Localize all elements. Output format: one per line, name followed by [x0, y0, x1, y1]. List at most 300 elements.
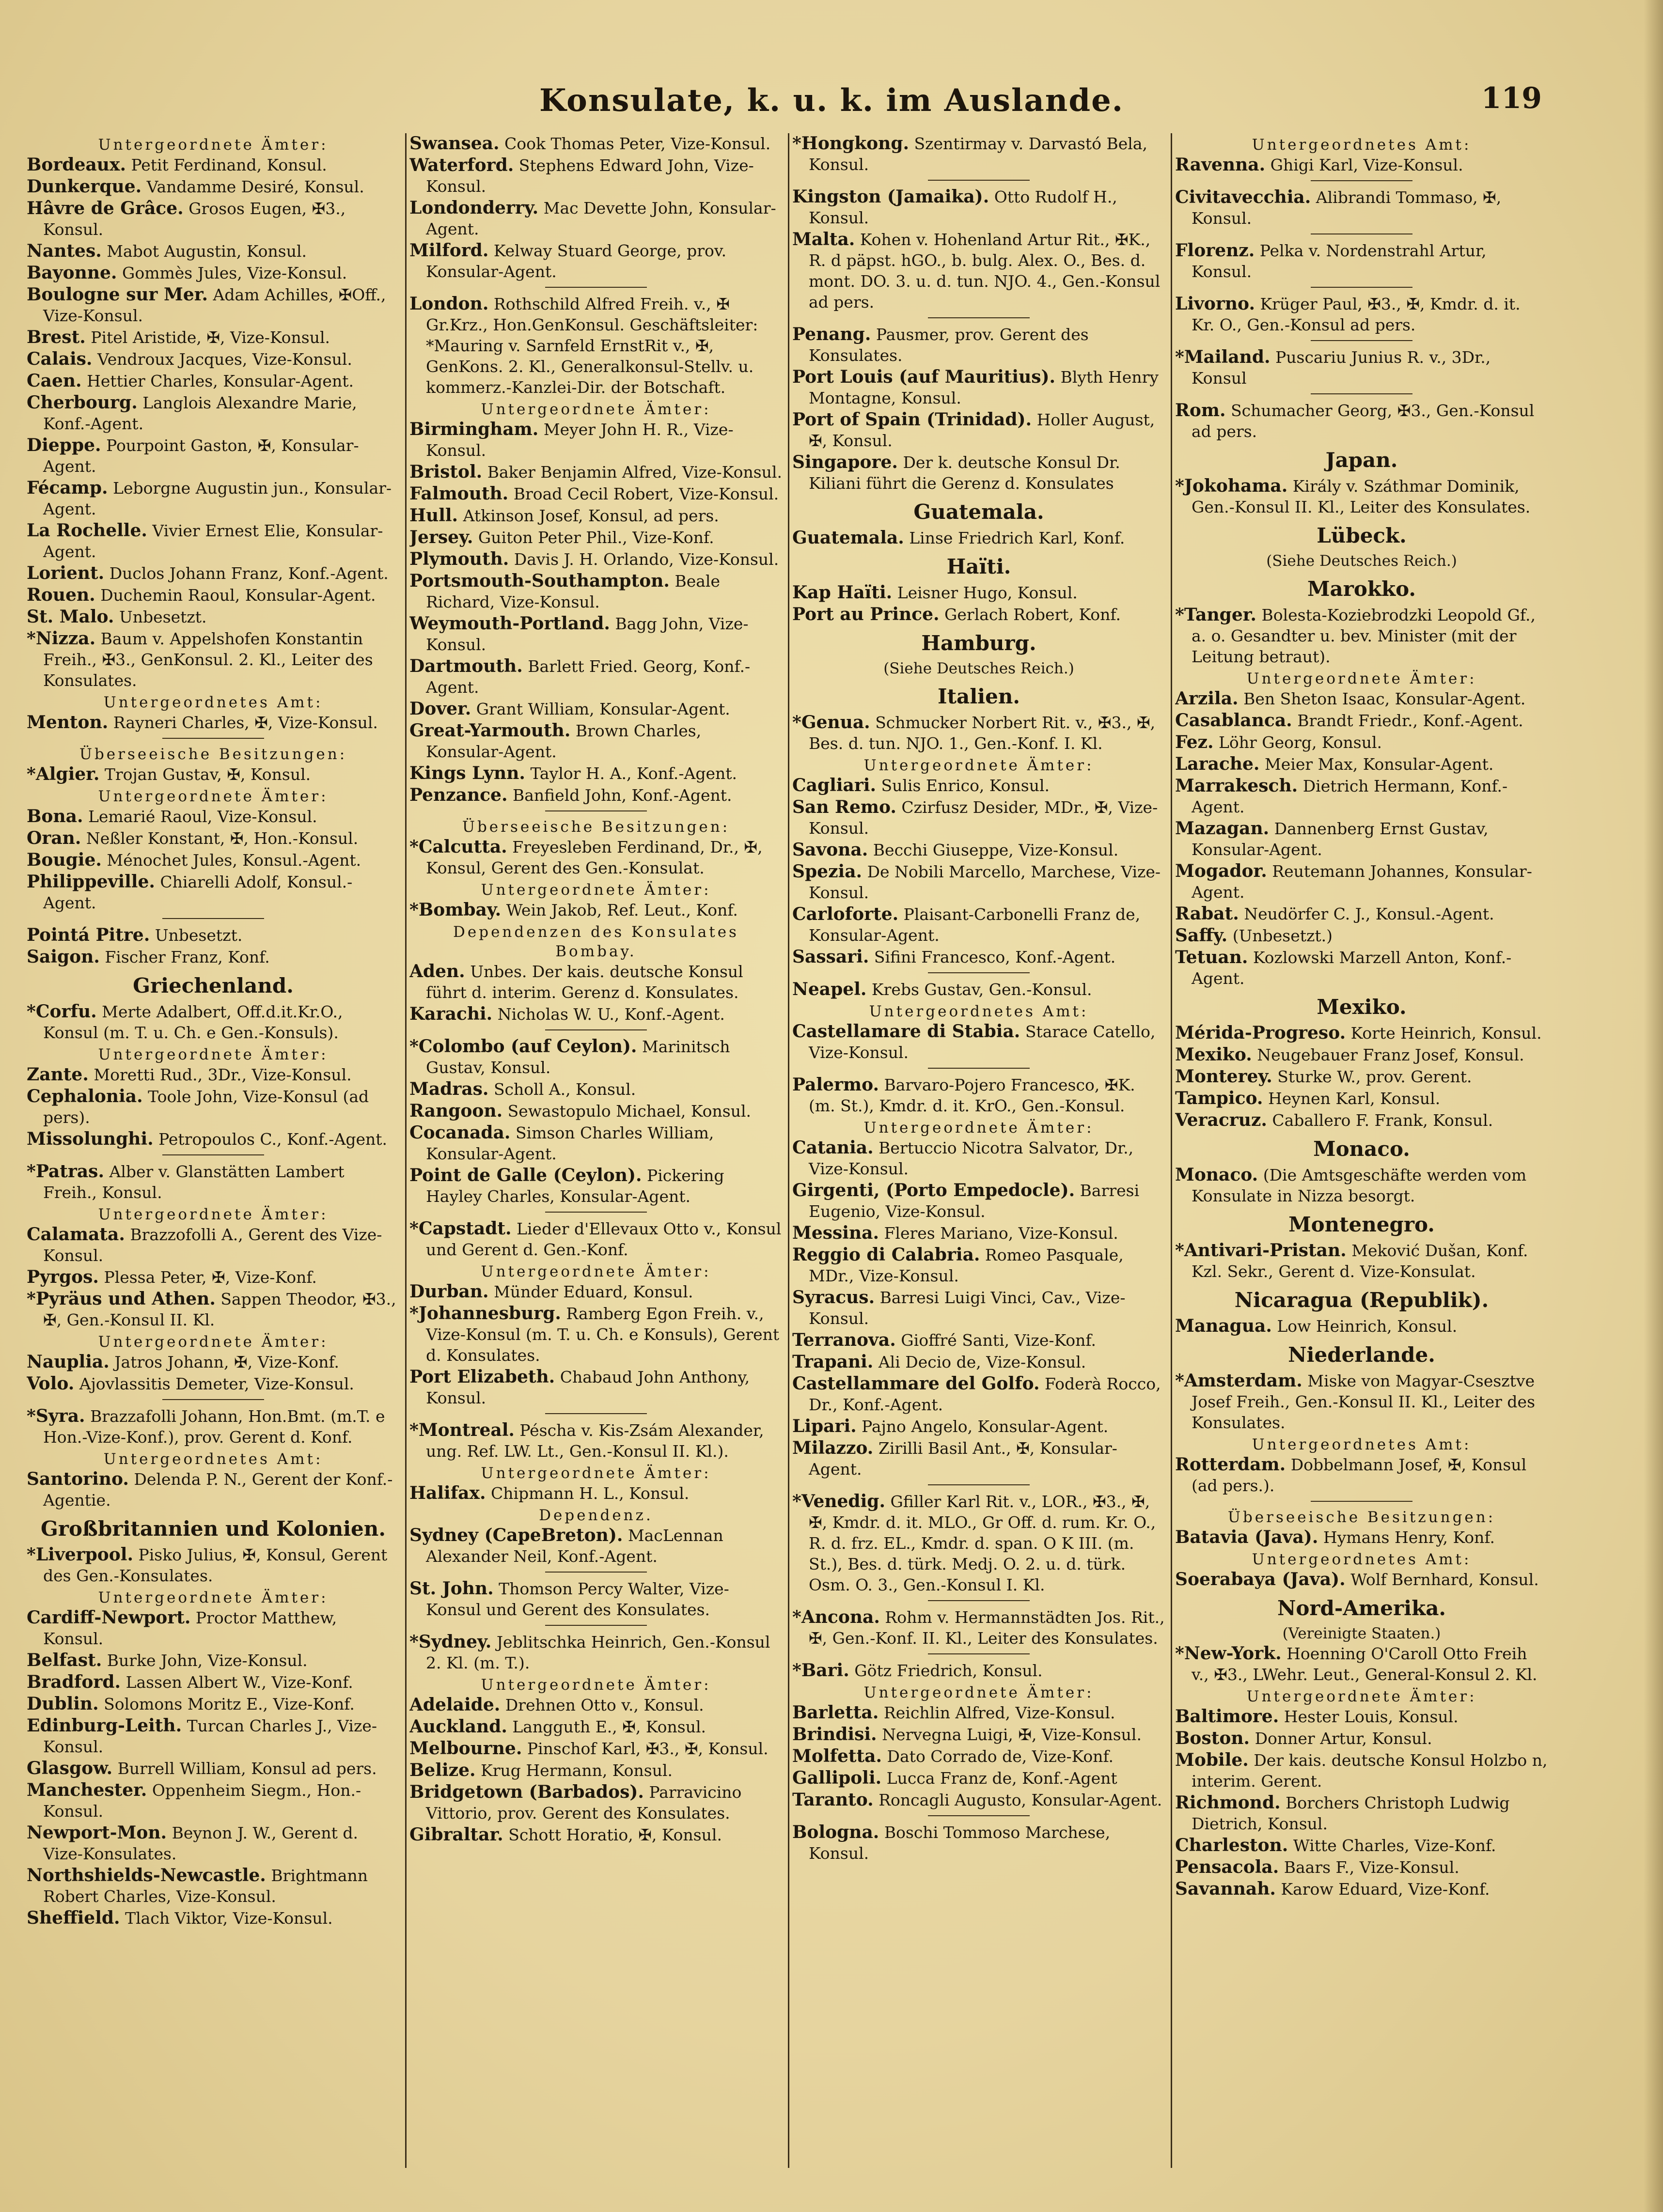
consulate-place: Falmouth. [409, 483, 509, 504]
country-heading: Montenegro. [1288, 1213, 1435, 1236]
consulate-place: Aden. [409, 961, 465, 981]
consulate-place: Batavia (Java). [1175, 1527, 1318, 1547]
consulate-details: Becchi Giuseppe, Vize-Konsul. [873, 841, 1119, 859]
consulate-details: Atkinson Josef, Konsul, ad pers. [463, 506, 719, 525]
consulate-place: Pensacola. [1175, 1857, 1279, 1877]
consulate-place: Weymouth-Portland. [409, 613, 610, 634]
consulate-details: Neßler Konstant, ✠, Hon.-Konsul. [86, 829, 359, 848]
consulate-place: *Syra. [27, 1406, 85, 1426]
consulate-place: Rabat. [1175, 903, 1239, 924]
consulate-details: Lucca Franz de, Konf.-Agent [886, 1769, 1117, 1788]
consulate-details: Brazzafolli Johann, Hon.Bmt. (m.T. e Hon.-Vize-Konf.), prov. Gerent d. Konf. [43, 1407, 385, 1447]
consulate-details: Karow Eduard, Vize-Konf. [1281, 1880, 1490, 1899]
consulate-place: Rom. [1175, 400, 1226, 421]
consulate-place: Monterey. [1175, 1066, 1272, 1087]
consulate-place: Terranova. [792, 1330, 896, 1350]
consulate-place: Cephalonia. [27, 1086, 143, 1106]
consulate-place: Kingston (Jamaika). [792, 187, 989, 207]
section-divider [1311, 287, 1412, 288]
consulate-details: Nervegna Luigi, ✠, Vize-Konsul. [882, 1725, 1142, 1744]
column-3 [792, 133, 1165, 2168]
consulate-place: Tetuan. [1175, 947, 1248, 967]
subsection-heading: Untergeordnete Ämter: [98, 788, 329, 805]
consulate-details: Grosos Eugen, ✠3., Konsul. [43, 199, 346, 239]
consulate-entry [1175, 1088, 1548, 1109]
consulate-place: Zante. [27, 1064, 89, 1085]
consulate-entry [409, 1165, 783, 1207]
consulate-entry [409, 1738, 783, 1759]
section-divider [545, 1572, 647, 1573]
consulate-details: Donner Artur, Konsul. [1255, 1729, 1432, 1748]
consulate-details: Pinschof Karl, ✠3., ✠, Konsul. [527, 1739, 769, 1758]
country-heading: Niederlande. [1288, 1343, 1435, 1367]
country-heading: Haïti. [946, 555, 1011, 578]
consulate-details: Stephens Edward John, Vize-Konsul. [426, 156, 754, 196]
consulate-place: Kings Lynn. [409, 763, 525, 783]
page-title: Konsulate, k. u. k. im Auslande. [539, 82, 1124, 119]
consulate-place: London. [409, 294, 489, 314]
consulate-entry [27, 435, 400, 477]
consulate-place: *Liverpool. [27, 1544, 134, 1565]
consulate-details: Petropoulos C., Konf.-Agent. [158, 1130, 388, 1149]
consulate-entry [792, 1330, 1165, 1351]
consulate-details: Vandamme Desiré, Konsul. [146, 177, 364, 196]
subsection-heading: Untergeordnetes Amt: [1252, 1551, 1472, 1568]
consulate-details: Baars F., Vize-Konsul. [1284, 1858, 1459, 1877]
consulate-place: Penang. [792, 324, 871, 344]
consulate-place: *Ancona. [792, 1607, 880, 1627]
consulate-place: Bridgetown (Barbados). [409, 1782, 644, 1802]
consulate-details: Broad Cecil Robert, Vize-Konsul. [513, 484, 779, 503]
consulate-details: Löhr Georg, Konsul. [1218, 733, 1382, 752]
consulate-entry [1175, 294, 1548, 335]
consulate-place: Missolunghi. [27, 1129, 154, 1149]
section-divider [545, 1625, 647, 1626]
consulate-place: *Johannesburg. [409, 1303, 561, 1324]
subsection-heading: Untergeordnete Ämter: [481, 1263, 711, 1280]
consulate-place: Manchester. [27, 1780, 147, 1800]
subsection-heading: Untergeordnete Ämter: [863, 757, 1094, 774]
consulate-entry [409, 155, 783, 197]
consulate-entry [27, 1001, 400, 1043]
column-4 [1175, 133, 1548, 2168]
consulate-entry [1175, 1316, 1548, 1337]
subsection-heading: Überseeische Besitzungen: [1227, 1509, 1496, 1526]
consulate-entry [792, 1416, 1165, 1437]
consulate-details: Sifini Francesco, Konf.-Agent. [874, 948, 1116, 966]
consulate-entry [1175, 1792, 1548, 1834]
section-divider [545, 810, 647, 811]
consulate-place: Bradford. [27, 1672, 121, 1692]
subsection-heading: Überseeische Besitzungen: [79, 746, 347, 763]
consulate-entry [792, 1223, 1165, 1244]
consulate-place: Edinburg-Leith. [27, 1715, 182, 1736]
consulate-details: Sewastopulo Michael, Konsul. [507, 1102, 752, 1121]
country-heading: Guatemala. [913, 500, 1044, 524]
section-divider [162, 918, 264, 919]
consulate-place: *Capstadt. [409, 1218, 512, 1239]
consulate-details: Neugebauer Franz Josef, Konsul. [1257, 1045, 1524, 1064]
column-divider [405, 133, 407, 2168]
consulate-entry [27, 1469, 400, 1511]
consulate-entry [27, 1908, 400, 1929]
consulate-place: Oran. [27, 828, 81, 848]
consulate-entry [1175, 776, 1548, 817]
consulate-place: Taranto. [792, 1790, 874, 1810]
consulate-place: Gallipoli. [792, 1768, 882, 1788]
consulate-place: St. John. [409, 1578, 494, 1599]
consulate-place: Adelaide. [409, 1695, 501, 1715]
consulate-details: Bolesta-Koziebrodzki Leopold Gf., a. o. Gesandter u. bev. Minister (mit der Leitung betraut). [1192, 606, 1536, 666]
consulate-place: Bordeaux. [27, 155, 126, 175]
consulate-place: Cherbourg. [27, 392, 138, 413]
consulate-details: Der k. deutsche Konsul Dr. Kiliani führt die Gerenz d. Konsulates [809, 453, 1120, 493]
consulate-entry [27, 1780, 400, 1822]
consulate-place: Messina. [792, 1223, 879, 1243]
consulate-entry [27, 764, 400, 785]
consulate-entry [792, 840, 1165, 860]
consulate-details: Péscha v. Kis-Zsám Alexander, ung. Ref. LW. Lt., Gen.-Konsul II. Kl.). [426, 1421, 764, 1461]
consulate-place: Managua. [1175, 1316, 1272, 1336]
consulate-details: Roncagli Augusto, Konsular-Agent. [879, 1791, 1162, 1809]
consulate-place: Bona. [27, 806, 83, 826]
consulate-entry [27, 478, 400, 519]
consulate-details: Drehnen Otto v., Konsul. [505, 1696, 704, 1714]
consulate-place: Pointá Pitre. [27, 925, 150, 945]
subsection-heading: Untergeordnetes Amt: [869, 1003, 1089, 1020]
consulate-place: Rotterdam. [1175, 1454, 1286, 1475]
consulate-entry [792, 775, 1165, 796]
subsection-heading: Überseeische Besitzungen: [462, 818, 730, 836]
consulate-entry [792, 1746, 1165, 1767]
consulate-place: Portsmouth-Southampton. [409, 571, 670, 591]
consulate-place: *New-York. [1175, 1643, 1282, 1664]
consulate-details: Hester Louis, Konsul. [1284, 1707, 1459, 1726]
consulate-place: Newport-Mon. [27, 1823, 167, 1843]
subsection-heading: Untergeordnete Ämter: [481, 1464, 711, 1482]
consulate-place: Dunkerque. [27, 176, 142, 197]
consulate-details: Moretti Rud., 3Dr., Vize-Konsul. [94, 1065, 352, 1084]
consulate-place: Cardiff-Newport. [27, 1607, 191, 1628]
consulate-entry [409, 699, 783, 719]
consulate-place: Gibraltar. [409, 1824, 503, 1845]
subsection-heading: Untergeordnetes Amt: [1252, 1436, 1472, 1453]
consulate-details: Unbesetzt. [119, 608, 207, 626]
consulate-entry [27, 1086, 400, 1128]
consulate-place: *Patras. [27, 1161, 104, 1182]
consulate-entry [792, 324, 1165, 366]
subsection-heading: Untergeordnetes Amt: [103, 1450, 323, 1468]
consulate-details: Low Heinrich, Konsul. [1277, 1317, 1458, 1336]
consulate-place: *Algier. [27, 764, 100, 784]
consulate-entry [792, 187, 1165, 228]
consulate-place: Savannah. [1175, 1879, 1276, 1899]
consulate-details: Krug Hermann, Konsul. [481, 1761, 673, 1780]
consulate-place: Ravenna. [1175, 155, 1266, 175]
consulate-entry [1175, 347, 1548, 389]
consulate-details: Barlett Fried. Georg, Konf.-Agent. [426, 657, 751, 697]
consulate-place: Calais. [27, 349, 93, 369]
consulate-entry [27, 349, 400, 370]
consulate-place: Lipari. [792, 1416, 857, 1436]
consulate-place: Halifax. [409, 1483, 486, 1503]
consulate-details: Pourpoint Gaston, ✠, Konsular-Agent. [43, 436, 359, 476]
consulate-entry [1175, 1066, 1548, 1087]
consulate-entry [27, 1823, 400, 1864]
consulate-details: Hoenning O'Caroll Otto Freih v., ✠3., LWehr. Leut., General-Konsul 2. Kl. [1192, 1644, 1537, 1684]
consulate-place: *Tanger. [1175, 605, 1256, 625]
consulate-entry [1175, 1527, 1548, 1548]
consulate-place: Dieppe. [27, 435, 101, 455]
consulate-place: Guatemala. [792, 528, 904, 548]
consulate-entry [1175, 1706, 1548, 1727]
consulate-entry [792, 1724, 1165, 1745]
consulate-details: Burrell William, Konsul ad pers. [117, 1759, 377, 1778]
consulate-entry [409, 1079, 783, 1100]
consulate-entry [27, 1715, 400, 1757]
consulate-entry [27, 1650, 400, 1671]
consulate-entry [1175, 688, 1548, 709]
consulate-details: Alber v. Glanstätten Lambert Freih., Konsul. [43, 1162, 345, 1202]
consulate-details: Caballero F. Frank, Konsul. [1272, 1111, 1493, 1130]
consulate-details: Reutemann Johannes, Konsular-Agent. [1192, 862, 1532, 902]
consulate-details: Turcan Charles J., Vize-Konsul. [43, 1716, 377, 1756]
consulate-entry [409, 961, 783, 1003]
section-divider [1311, 393, 1412, 394]
subsection-heading: Untergeordnete Ämter: [1246, 1688, 1477, 1705]
consulate-place: Singapore. [792, 452, 898, 472]
consulate-place: Point de Galle (Ceylon). [409, 1165, 642, 1185]
country-heading: Nicaragua (Republik). [1234, 1288, 1489, 1312]
consulate-place: *Antivari-Pristan. [1175, 1240, 1347, 1261]
consulate-details: Dannenberg Ernst Gustav, Konsular-Agent. [1192, 819, 1489, 859]
consulate-entry [409, 240, 783, 282]
consulate-entry [409, 837, 783, 878]
consulate-entry [27, 1544, 400, 1586]
consulate-details: Zirilli Basil Ant., ✠, Konsular-Agent. [809, 1439, 1117, 1479]
consulate-place: Durban. [409, 1281, 489, 1302]
consulate-details: Brightmann Robert Charles, Vize-Konsul. [43, 1866, 368, 1906]
consulate-place: Florenz. [1175, 240, 1255, 261]
consulate-entry [792, 1660, 1165, 1681]
consulate-details: Foderà Rocco, Dr., Konf.-Agent. [809, 1374, 1161, 1414]
column-1 [27, 133, 400, 2168]
consulate-place: Trapani. [792, 1352, 874, 1372]
consulate-place: Jersey. [409, 527, 473, 547]
consulate-place: Casablanca. [1175, 710, 1292, 731]
section-divider [1311, 1501, 1412, 1502]
consulate-place: Philippeville. [27, 872, 155, 892]
subsection-heading: Untergeordnete Ämter: [1246, 670, 1477, 687]
consulate-entry [27, 925, 400, 946]
consulate-entry [409, 419, 783, 461]
consulate-details: Miske von Magyar-Csesztve Josef Freih., Gen.-Konsul II. Kl., Leiter des Konsulates. [1192, 1371, 1536, 1432]
consulate-entry [409, 1782, 783, 1823]
consulate-place: Molfetta. [792, 1746, 882, 1766]
consulate-details: Meier Max, Konsular-Agent. [1264, 755, 1494, 774]
consulate-details: Krüger Paul, ✠3., ✠, Kmdr. d. it. Kr. O., Gen.-Konsul ad pers. [1192, 295, 1521, 334]
page-number: 119 [1481, 81, 1542, 115]
consulate-entry [27, 607, 400, 627]
consulate-place: Baltimore. [1175, 1706, 1279, 1727]
section-divider [545, 287, 647, 288]
consulate-entry [1175, 861, 1548, 903]
consulate-entry [409, 1004, 783, 1025]
consulate-details: Reichlin Alfred, Vize-Konsul. [883, 1703, 1115, 1722]
consulate-entry [1175, 1454, 1548, 1496]
consulate-details: Duclos Johann Franz, Konf.-Agent. [109, 564, 389, 583]
consulate-details: Davis J. H. Orlando, Vize-Konsul. [514, 550, 779, 569]
consulate-place: Madras. [409, 1079, 489, 1099]
consulate-details: Szentirmay v. Darvastó Bela, Konsul. [809, 134, 1147, 174]
consulate-details: Delenda P. N., Gerent der Konf.-Agentie. [43, 1470, 393, 1510]
consulate-details: Lemarié Raoul, Vize-Konsul. [88, 807, 317, 826]
consulate-entry [409, 613, 783, 655]
consulate-details: Romeo Pasquale, MDr., Vize-Konsul. [809, 1246, 1124, 1285]
consulate-place: Saffy. [1175, 925, 1228, 946]
consulate-place: Menton. [27, 712, 109, 732]
consulate-entry [1175, 903, 1548, 924]
section-divider [928, 180, 1030, 181]
consulate-details: Heynen Karl, Konsul. [1268, 1089, 1441, 1108]
consulate-details: Boschi Tommoso Marchese, Konsul. [809, 1823, 1111, 1863]
consulate-entry [792, 604, 1165, 625]
consulate-place: Brindisi. [792, 1724, 877, 1745]
consulate-entry [409, 1578, 783, 1620]
consulate-entry [792, 797, 1165, 839]
consulate-details: Nicholas W. U., Konf.-Agent. [497, 1005, 725, 1024]
consulate-entry [792, 1021, 1165, 1063]
consulate-place: St. Malo. [27, 607, 114, 627]
consulate-entry [1175, 754, 1548, 775]
subsection-heading: Dependenzen des Konsulates Bombay. [453, 923, 739, 960]
consulate-details: Bagg John, Vize-Konsul. [426, 614, 749, 654]
consulate-entry [1175, 1857, 1548, 1878]
consulate-entry [1175, 605, 1548, 667]
consulate-details: Kozlowski Marzell Anton, Konf.-Agent. [1192, 948, 1512, 988]
consulate-place: Swansea. [409, 133, 500, 154]
consulate-details: Langlois Alexandre Marie, Konf.-Agent. [43, 393, 357, 433]
consulate-entry [792, 1180, 1165, 1222]
subsection-heading: Untergeordnete Ämter: [98, 1333, 329, 1351]
consulate-place: Catania. [792, 1137, 874, 1158]
consulate-entry [409, 294, 783, 398]
consulate-place: Castellamare di Stabia. [792, 1021, 1020, 1042]
consulate-place: *Sydney. [409, 1632, 492, 1652]
consulate-entry [1175, 1371, 1548, 1433]
consulate-details: Oppenheim Siegm., Hon.-Konsul. [43, 1781, 361, 1821]
consulate-entry [27, 520, 400, 562]
consulate-place: Melbourne. [409, 1738, 522, 1759]
consulate-entry [27, 1694, 400, 1714]
consulate-details: Kelway Stuard George, prov. Konsular-Agent. [426, 241, 727, 281]
consulate-details: Gfiller Karl Rit. v., LOR., ✠3., ✠, ✠, Kmdr. d. it. MLO., Gr Off. d. rum. Kr. O., R. d. frz. EL., Kmdr. d. span. O K III. (m. St.), Bes. d. türk. Medj. O. 2. u. d. türk. Osm. O. 3., Gen.-Konsul I. Kl. [809, 1492, 1156, 1594]
consulate-place: Bristol. [409, 462, 483, 482]
consulate-entry [27, 327, 400, 348]
consulate-details: Wolf Bernhard, Konsul. [1350, 1570, 1539, 1589]
consulate-entry [792, 1790, 1165, 1810]
consulate-entry [792, 1491, 1165, 1595]
consulate-details: Jatros Johann, ✠, Vize-Konf. [114, 1353, 339, 1371]
consulate-place: Waterford. [409, 155, 514, 175]
section-divider [928, 317, 1030, 318]
consulate-entry [792, 1438, 1165, 1480]
consulate-place: Bologna. [792, 1822, 879, 1842]
consulate-entry [792, 528, 1165, 548]
consulate-entry [409, 1218, 783, 1260]
consulate-entry [1175, 1240, 1548, 1282]
consulate-place: Port Elizabeth. [409, 1367, 555, 1387]
consulate-details: Mac Devette John, Konsular-Agent. [426, 199, 776, 238]
consulate-details: Király v. Száthmar Dominik, Gen.-Konsul II. Kl., Leiter des Konsulates. [1192, 477, 1531, 516]
consulate-place: *Bombay. [409, 900, 502, 920]
subsection-heading: Untergeordnetes Amt: [103, 694, 323, 711]
consulate-details: Leborgne Augustin jun., Konsular-Agent. [43, 479, 392, 518]
consulate-entry [27, 1129, 400, 1150]
consulate-place: Veracruz. [1175, 1110, 1267, 1130]
consulate-place: San Remo. [792, 797, 896, 817]
consulate-details: Der kais. deutsche Konsul Holzbo n, interim. Gerent. [1192, 1751, 1548, 1791]
consulate-entry [1175, 1044, 1548, 1065]
consulate-place: Fez. [1175, 732, 1214, 752]
consulate-entry [27, 947, 400, 967]
consulate-entry [1175, 1728, 1548, 1749]
consulate-details: Jeblitschka Heinrich, Gen.-Konsul 2. Kl. (m. T.). [426, 1633, 770, 1672]
consulate-entry [27, 1352, 400, 1372]
consulate-details: Pelka v. Nordenstrahl Artur, Konsul. [1192, 241, 1487, 281]
consulate-entry [27, 1373, 400, 1394]
consulate-place: Bougie. [27, 850, 102, 870]
subsection-heading: Untergeordnete Ämter: [98, 1046, 329, 1063]
consulate-details: (Unbesetzt.) [1232, 926, 1333, 945]
subsection-heading: Untergeordnete Ämter: [863, 1684, 1094, 1701]
consulate-details: Dato Corrado de, Vize-Konf. [887, 1747, 1114, 1766]
consulate-place: Great-Yarmouth. [409, 720, 571, 741]
consulate-details: Meković Dušan, Konf. Kzl. Sekr., Gerent d. Vize-Konsulat. [1192, 1241, 1528, 1281]
consulate-entry [1175, 1023, 1548, 1044]
consulate-details: Götz Friedrich, Konsul. [854, 1661, 1043, 1680]
consulate-details: Holler August, ✠, Konsul. [809, 410, 1155, 450]
consulate-details: Marinitsch Gustav, Konsul. [426, 1037, 730, 1077]
consulate-place: *Montreal. [409, 1420, 515, 1440]
consulate-place: Mazagan. [1175, 818, 1270, 839]
consulate-entry [27, 1406, 400, 1448]
consulate-entry [1175, 710, 1548, 731]
consulate-details: Brown Charles, Konsular-Agent. [426, 721, 702, 761]
consulate-details: Proctor Matthew, Konsul. [43, 1608, 337, 1648]
subsection-heading: Untergeordnete Ämter: [481, 1676, 711, 1694]
consulate-entry [409, 1483, 783, 1504]
consulate-details: Toole John, Vize-Konsul (ad pers). [43, 1087, 369, 1127]
page-edge-shadow [1644, 0, 1663, 2212]
consulate-details: Witte Charles, Vize-Konf. [1293, 1836, 1496, 1855]
consulate-details: Starace Catello, Vize-Konsul. [809, 1022, 1156, 1062]
consulate-place: *Calcutta. [409, 837, 507, 857]
consulate-place: Caen. [27, 371, 82, 391]
consulate-details: Pickering Hayley Charles, Konsular-Agent. [426, 1166, 724, 1206]
country-heading: Marokko. [1307, 577, 1416, 601]
consulate-details: Scholl A., Konsul. [493, 1080, 636, 1099]
consulate-entry [27, 872, 400, 913]
consulate-entry [27, 371, 400, 391]
consulate-details: Beale Richard, Vize-Konsul. [426, 572, 720, 611]
consulate-details: Otto Rudolf H., Konsul. [809, 187, 1117, 227]
country-heading: Hamburg. [921, 631, 1036, 655]
consulate-details: Sturke W., prov. Gerent. [1277, 1067, 1472, 1086]
consulate-details: Czirfusz Desider, MDr., ✠, Vize-Konsul. [809, 798, 1158, 838]
consulate-details: Grant William, Konsular-Agent. [476, 700, 730, 718]
consulate-place: *Hongkong. [792, 133, 910, 154]
